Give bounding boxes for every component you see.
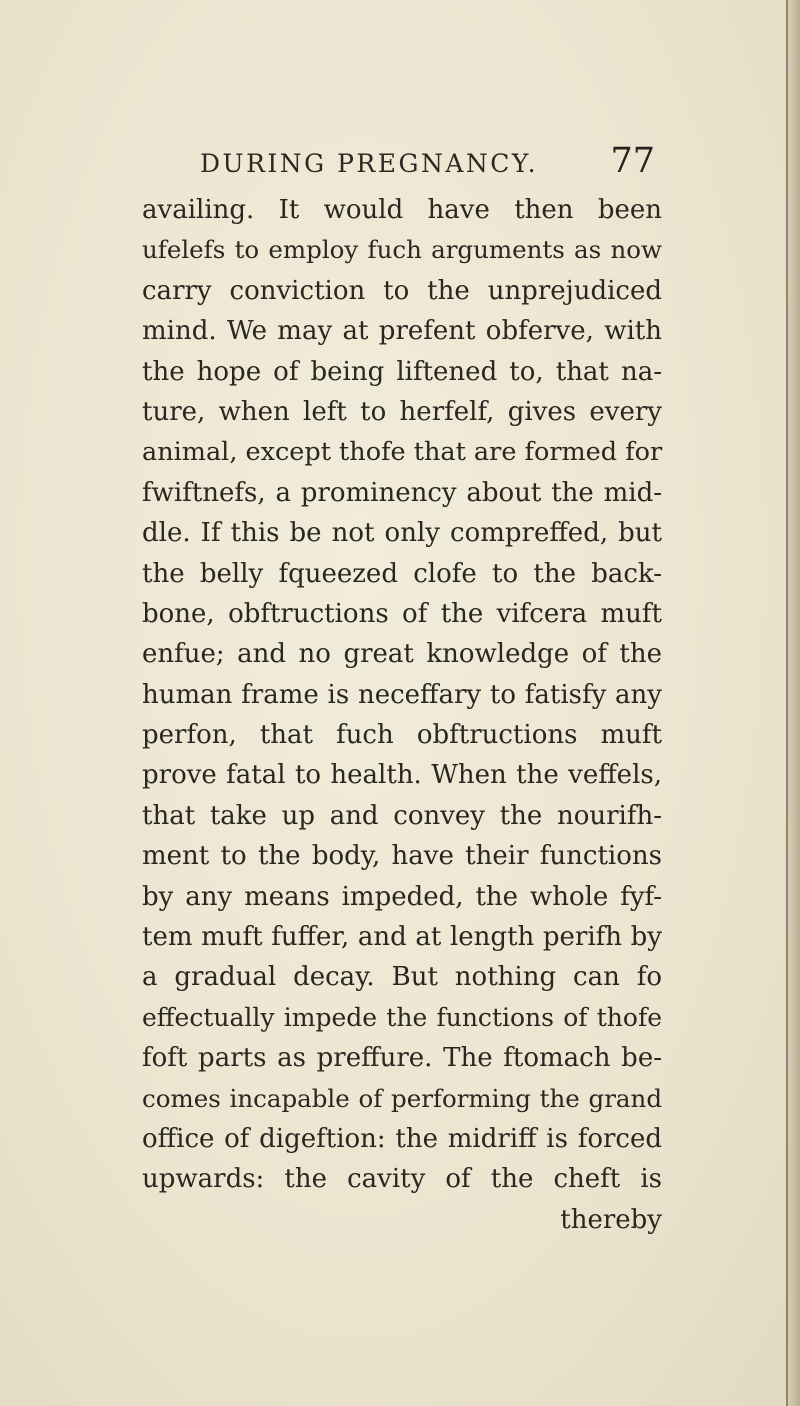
text-line: foft parts as preffure. The ftomach be- (142, 1043, 662, 1074)
text-line: human frame is neceffary to fatisfy any (142, 679, 662, 710)
text-line: bone, obftructions of the vifcera muft (142, 598, 662, 629)
text-line: office of digeftion: the midriff is forced (142, 1123, 662, 1154)
page-edge-shadow (786, 0, 800, 1406)
text-line: mind. We may at prefent obferve, with (142, 316, 662, 347)
text-line: carry conviction to the unprejudiced (142, 275, 662, 306)
catchword: thereby (560, 1204, 662, 1235)
text-line: ture, when left to herfelf, gives every (142, 396, 662, 427)
text-line: upwards: the cavity of the cheft is (142, 1164, 662, 1195)
text-line: comes incapable of performing the grand (142, 1083, 662, 1113)
text-line: effectually impede the functions of thofe (142, 1002, 662, 1032)
text-line: fwiftnefs, a prominency about the mid- (142, 477, 662, 508)
text-line: the belly fqueezed clofe to the back- (142, 558, 662, 589)
text-line: that take up and convey the nourifh- (142, 800, 662, 831)
body-text (142, 190, 662, 1240)
page-number: 77 (610, 141, 655, 181)
text-line: ufelefs to employ fuch arguments as now (142, 235, 662, 265)
text-line: perfon, that fuch obftructions muft (142, 720, 662, 751)
running-title: DURING PREGNANCY. (200, 149, 539, 178)
text-line: dle. If this be not only compreffed, but (142, 518, 662, 549)
text-line: a gradual decay. But nothing can fo (142, 962, 662, 993)
running-head (200, 141, 655, 191)
text-line: prove fatal to health. When the veffels, (142, 760, 662, 791)
page-edge-line (786, 0, 788, 1406)
text-line: the hope of being liftened to, that na- (142, 356, 662, 387)
text-line: enfue; and no great knowledge of the (142, 639, 662, 670)
text-line: availing. It would have then been (142, 195, 662, 225)
text-line: tem muft fuffer, and at length perifh by (142, 922, 662, 953)
text-line: ment to the body, have their functions (142, 841, 662, 872)
text-line: animal, except thofe that are formed for (142, 437, 663, 468)
text-line: by any means impeded, the whole fyf- (142, 881, 662, 912)
